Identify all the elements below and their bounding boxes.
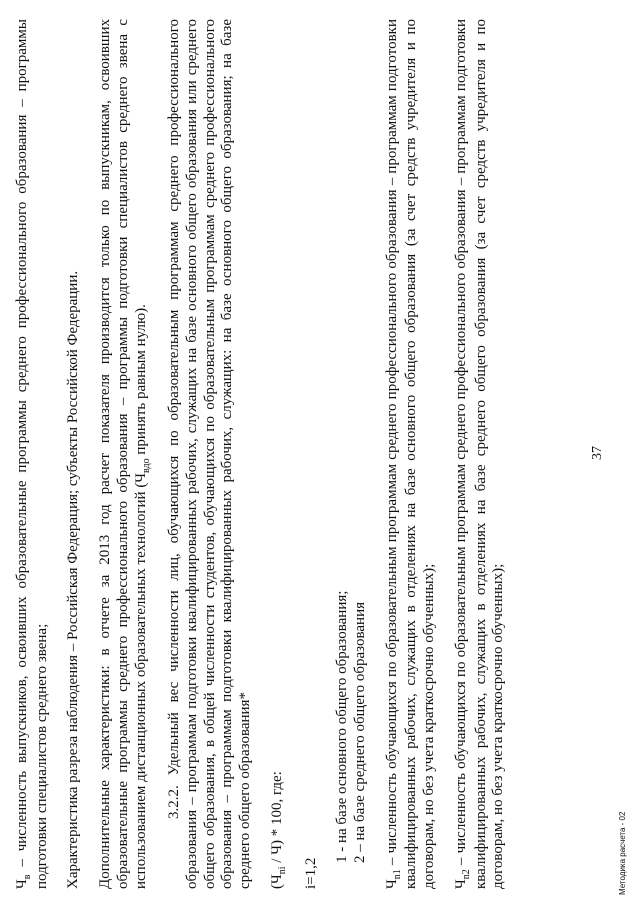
list-item: 2 – на базе среднего общего образования [351, 601, 368, 863]
symbol-subscript: n2 [460, 869, 472, 880]
footer-label: Методика расчета - 02 [618, 811, 627, 895]
index-list [334, 19, 369, 889]
symbol: Ч [132, 472, 149, 483]
additional-characteristics [97, 19, 152, 889]
formula [269, 19, 289, 889]
definition-text: – численность обучающихся по образовательным программам среднего профессионального образования – программам подготовки квалифицированных рабочих, служащих в отделениях на базе основного общего образования (за счет средств учредителя и по договорам, но без учета краткосрочно обученных); [383, 19, 438, 889]
symbol-subscript: вдо [140, 458, 152, 473]
document-body [14, 19, 522, 889]
symbol-subscript: n1 [391, 869, 403, 880]
section-characteristic: Характеристика разреза наблюдения – Российская Федерация; субъекты Российской Федерации. [65, 270, 82, 889]
formula-subscript: ni [276, 866, 288, 875]
additional-text-1: Дополнительные характеристики: в отчете за 2013 год расчет показателя производится только по выпускникам, освоивших образовательные программы среднего профессионального образования – программы подготовки специалистов среднего звена с использованием дистанционных образовательных технологий ( [97, 19, 149, 889]
index-line: i=1,2 [302, 857, 319, 889]
symbol: Ч [383, 879, 400, 889]
definition-text: – численность выпускников, освоивших образовательные программы среднего профессионального образования – программы подготовки специалистов среднего звена; [14, 19, 50, 889]
symbol: Ч [14, 879, 30, 889]
definition-n1 [384, 19, 439, 889]
additional-text-2: принять равным нулю). [132, 304, 149, 459]
page-number: 37 [590, 446, 605, 460]
symbol: Ч [452, 879, 469, 889]
formula-post: / Ч) * 100, где: [268, 771, 285, 867]
definition-n2 [453, 19, 508, 889]
list-item: 1 - на базе основного общего образования; [334, 590, 351, 863]
item-3-2-2: 3.2.2. Удельный вес численности лиц, обучающихся по образовательным программам среднего профессионального образования – программам подготовки квалифицированных рабочих, служащих на базе основного общего образования или среднего общего образования, в общей численности студентов, обучающихся по образовательным программам среднего профессионального образования – программам подготовки квалифицированных рабочих, служащих: на базе основного общего образования; на базе среднего общего образования* [166, 19, 254, 889]
definition-chv [14, 19, 51, 889]
symbol-subscript: в [22, 874, 33, 880]
formula-pre: (Ч [268, 874, 285, 889]
definition-text: – численность обучающихся по образовательным программам среднего профессионального образования – программам подготовки квалифицированных рабочих, служащих в отделениях на базе среднего общего образования (за счет средств учредителя и по договорам, но без учета краткосрочно обученных); [452, 19, 507, 889]
